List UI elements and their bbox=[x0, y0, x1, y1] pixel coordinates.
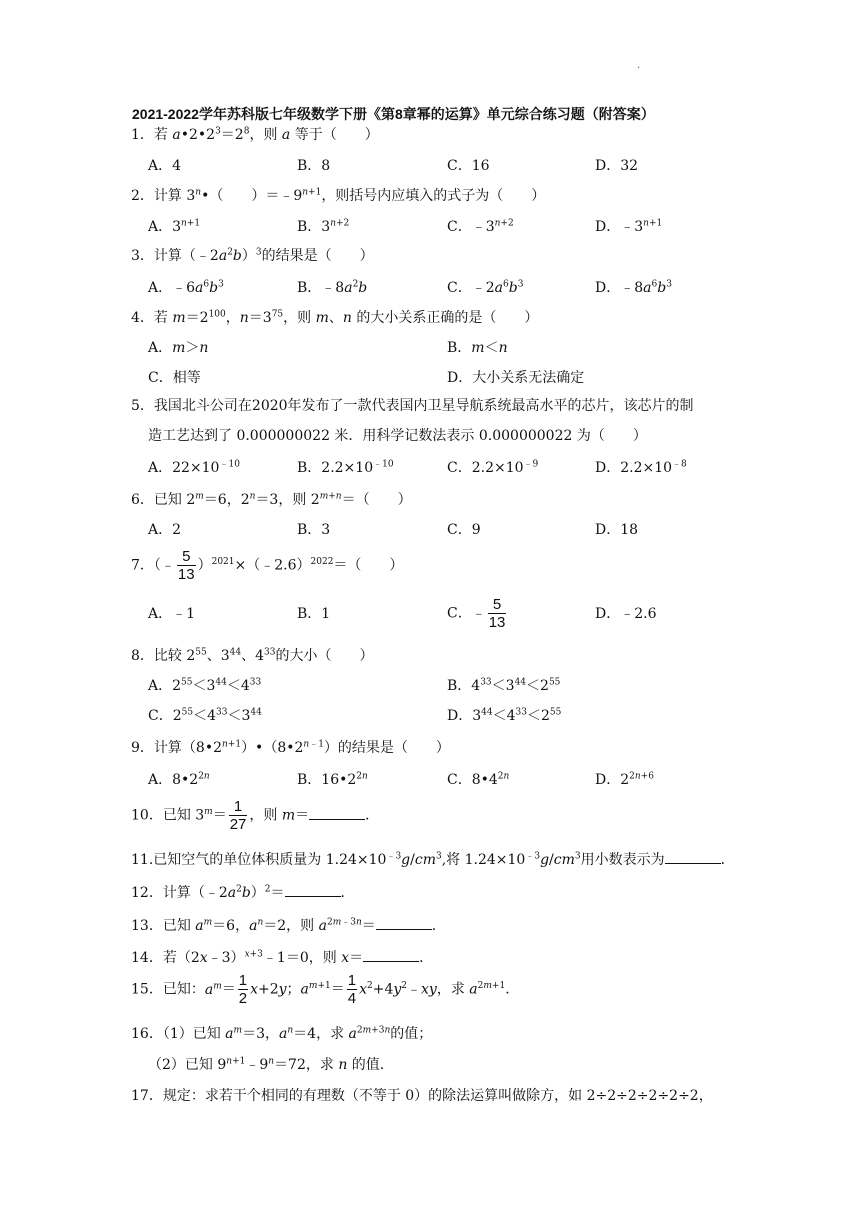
answer-blank[interactable] bbox=[665, 851, 721, 864]
q5-option-c: C．$2.2\times 10^{﹣9}$ bbox=[447, 459, 539, 476]
q7-option-d: D．﹣2.6 bbox=[595, 606, 657, 622]
question-4: 4．若 $m=2^{100}$，$n=3^{75}$，则 m、n 的大小关系正确的是（ ） bbox=[131, 309, 539, 326]
q4-option-a: A．m＞n bbox=[148, 340, 209, 356]
q6-option-d: D．18 bbox=[595, 522, 639, 538]
q7-option-c: C．﹣ $\frac{5}{13}$ bbox=[447, 596, 506, 631]
fraction-1-2: $\frac{1}{2}$ bbox=[238, 972, 248, 1007]
question-8: 8．比较 $2^{55}$、$3^{44}$、$4^{33}$的大小（ ） bbox=[131, 647, 374, 664]
question-11: 11.已知空气的单位体积质量为 $1.24\times 10^{﹣3}g/cm^3$,将 $1.24\times 10^{﹣3}g/cm^3$用小数表示为 ． bbox=[131, 851, 735, 868]
q8-option-b: B．$4^{33}<3^{44}<2^{55}$ bbox=[447, 677, 561, 694]
q2-option-c: C．$﹣3^{n+2}$ bbox=[447, 218, 514, 235]
q4-option-d: D．大小关系无法确定 bbox=[447, 370, 585, 386]
question-2: 2．计算 3$^n$•（ ）$=﹣9^{n+1}$，则括号内应填入的式子为（ ） bbox=[131, 187, 546, 204]
question-15: 15．已知：$a^m=$ $\frac{1}{2}$ x+2y；$a^{m+1}=$ $\frac{1}{4}$ $x^2+4y^2﹣xy$，求 $a^{2m+1}$． bbox=[131, 972, 520, 1007]
question-9: 9．计算$(8•2^{n+1})•(8•2^{n﹣1})$的结果是（ ） bbox=[131, 739, 450, 756]
question-14: 14．若（2x﹣3）$^{x+3}$﹣1＝0，则 x＝ ． bbox=[131, 949, 434, 966]
q1-option-c: C．16 bbox=[447, 158, 490, 174]
question-16-part-2: （2）已知 $9^{n+1}﹣9^n=72$，求 n 的值． bbox=[148, 1056, 394, 1073]
question-5-line-2: 造工艺达到了 0.000000022 米．用科学记数法表示 0.000000022 为（ ） bbox=[148, 428, 647, 444]
q2-option-a: A．$3^{n+1}$ bbox=[148, 218, 201, 235]
question-1: 1．若 $a•2•2^3=2^8$，则 a 等于（ ） bbox=[131, 126, 379, 143]
question-16-part-1: 16．（1）已知 $a^m=3$，$a^n=4$，求 $a^{2m+3n}$的值； bbox=[131, 1025, 433, 1042]
q2-option-d: D．$﹣3^{n+1}$ bbox=[595, 218, 663, 235]
answer-blank[interactable] bbox=[363, 949, 419, 962]
q8-option-c: C．$2^{55}<4^{33}<3^{44}$ bbox=[148, 707, 262, 724]
q3-option-a: A．$﹣6a^6b^3$ bbox=[148, 279, 224, 296]
fraction-1-4: $\frac{1}{4}$ bbox=[347, 972, 357, 1007]
question-5-line-1: 5．我国北斗公司在2020年发布了一款代表国内卫星导航系统最高水平的芯片，该芯片的制 bbox=[131, 398, 694, 414]
q3-option-b: B．$﹣8a^2b$ bbox=[297, 279, 368, 296]
question-13: 13．已知 $a^m=6$，$a^n=2$，则 $a^{2m﹣3n}=$ ． bbox=[131, 917, 446, 934]
q4-option-c: C．相等 bbox=[148, 370, 201, 386]
q7-option-a: A．﹣1 bbox=[148, 606, 196, 622]
q8-option-d: D．$3^{44}<4^{33}<2^{55}$ bbox=[447, 707, 562, 724]
q3-option-c: C．$﹣2a^6b^3$ bbox=[447, 279, 524, 296]
answer-blank[interactable] bbox=[309, 807, 365, 820]
answer-blank[interactable] bbox=[285, 884, 341, 897]
fraction-5-13: $\frac{5}{13}$ bbox=[177, 548, 195, 583]
q1-option-d: D．32 bbox=[595, 158, 639, 174]
question-12: 12．计算$(﹣2a^2b)^2=$ ． bbox=[131, 884, 355, 901]
question-10: 10．已知 $3^m=$ $\frac{1}{27}$ ，则 m＝ ． bbox=[131, 798, 380, 833]
question-17: 17．规定：求若干个相同的有理数（不等于 0）的除法运算叫做除方，如 2÷2÷2÷2÷2÷2， bbox=[131, 1088, 713, 1104]
question-7: 7．（﹣ $\frac{5}{13}$ ）$^{2021}$×（﹣2.6）$^{2022}$＝（ ） bbox=[131, 548, 404, 583]
q9-option-c: C．$8•4^{2n}$ bbox=[447, 771, 510, 788]
q1-option-a: A．4 bbox=[148, 158, 182, 174]
page-title: 2021-2022学年苏科版七年级数学下册《第8章幂的运算》单元综合练习题（附答案） bbox=[132, 106, 655, 122]
q5-option-a: A．$22\times 10^{﹣10}$ bbox=[148, 459, 240, 476]
q9-option-d: D．$2^{2n+6}$ bbox=[595, 771, 654, 788]
q6-option-c: C．9 bbox=[447, 522, 481, 538]
q6-option-a: A．2 bbox=[148, 522, 182, 538]
q3-option-d: D．$﹣8a^6b^3$ bbox=[595, 279, 672, 296]
question-6: 6．已知 $2^m=6$，$2^n=3$，则 $2^{m+n}=$（ ） bbox=[131, 491, 412, 508]
fraction-1-27: $\frac{1}{27}$ bbox=[229, 798, 247, 833]
q8-option-a: A．$2^{55}<3^{44}<4^{33}$ bbox=[148, 677, 262, 694]
q9-option-b: B．$16•2^{2n}$ bbox=[297, 771, 368, 788]
page-dot: . bbox=[637, 60, 641, 71]
q2-option-b: B．$3^{n+2}$ bbox=[297, 218, 350, 235]
q7-option-b: B．1 bbox=[297, 606, 331, 622]
fraction-5-13-option: $\frac{5}{13}$ bbox=[488, 596, 506, 631]
q5-option-d: D．$2.2\times 10^{﹣8}$ bbox=[595, 459, 687, 476]
q6-option-b: B．3 bbox=[297, 522, 331, 538]
q4-option-b: B．m＜n bbox=[447, 340, 508, 356]
answer-blank[interactable] bbox=[376, 917, 432, 930]
q1-option-b: B．8 bbox=[297, 158, 331, 174]
question-3: 3．计算$(﹣2a^2b)^3$的结果是（ ） bbox=[131, 247, 374, 264]
q5-option-b: B．$2.2\times 10^{﹣10}$ bbox=[297, 459, 394, 476]
q9-option-a: A．$8•2^{2n}$ bbox=[148, 771, 210, 788]
